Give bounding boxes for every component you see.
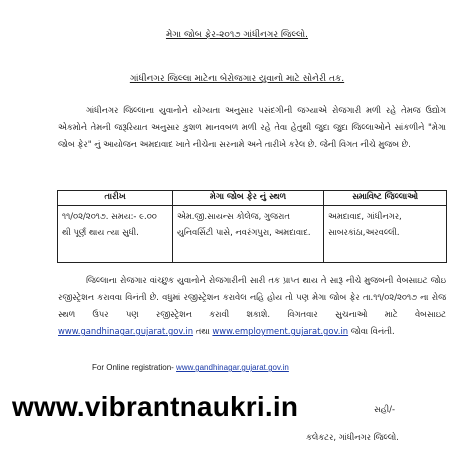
- registration-text-after: જોવા વિનંતી.: [350, 326, 395, 336]
- gandhinagar-website-link[interactable]: www.gandhinagar.gujarat.gov.in: [58, 326, 194, 336]
- table-header-venue: મેગા જોબ ફેર નું સ્થળ: [173, 191, 324, 206]
- table-row: [58, 206, 447, 263]
- registration-text-before: જિલ્લાના રોજગાર વાંચ્છુક યુવાનોને રોજગારીની સારી તક પ્રાપ્ત થાય તે સારૂ નીચે મુજબની વેબસાઇટ જોઇ રજીસ્ટ્રેશન કરાવવા વિનંતી છે. વધુમાં રજીસ્ટ્રેશન કરાવેલ નહિ હોય તો પણ મેગા જોબ ફેર તા.૧૧/૦૨/૨૦૧૭ ના રોજ સ્થળ ઉપર પણ રજીસ્ટ્રેશન કરાવી શકાશે. વિગતવાર સુચનાઓ માટે વેબસાઇટ: [58, 275, 446, 319]
- document-title: મેગા જોબ ફેર-૨૦૧૭ ગાંધીનગર જિલ્લો.: [165, 30, 309, 40]
- signature: સહી/-: [374, 404, 395, 414]
- table-cell-districts: અમદાવાદ, ગાંધીનગર, સાબરકાંઠા,અરવલ્લી.: [324, 206, 447, 263]
- intro-paragraph: [58, 102, 446, 153]
- registration-paragraph: [58, 272, 446, 340]
- job-fair-table: [57, 190, 447, 263]
- table-header-row: [58, 191, 447, 206]
- watermark-text: www.vibrantnaukri.in: [12, 391, 299, 422]
- signatory: કલેકટર, ગાંધીનગર જિલ્લો.: [306, 432, 399, 442]
- table-cell-venue: એમ.જી.સાયન્સ કોલેજ, ગુજરાત યુનિવર્સિટી પાસે, નવરંગપુરા, અમદાવાદ.: [173, 206, 324, 263]
- registration-text-middle: તથા: [195, 326, 210, 336]
- online-registration-label: For Online registration-: [92, 363, 174, 372]
- online-registration-link[interactable]: www.gandhinagar.gujarat.gov.in: [176, 363, 289, 372]
- table-header-districts: સમાવિષ્ટ જિલ્લાઓ: [324, 191, 447, 206]
- intro-paragraph-text: ગાંધીનગર જિલ્લાના યુવાનોને યોગ્યતા અનુસાર પસંદગીની જગ્યાએ રોજગારી મળી રહે તેમજ ઉદ્યોગ એકમોને તેમની જરૂરિયાત અનુસાર કુશળ માનવબળ મળી રહે તેવા હેતુથી જુદા જુદા જિલ્લાઓને સાંકળીને "મેગા જોબ ફેર" નું આયોજન અમદાવાદ ખાતે નીચેના સરનામે અને તારીખે કરેલ છે. જેની વિગત નીચે મુજબ છે.: [58, 105, 446, 149]
- online-registration-line: [92, 363, 289, 372]
- table-cell-date: ૧૧/૦૨/૨૦૧૭. સમય:- ૯.૦૦ થી પૂર્ણ થાય ત્યા સુધી.: [58, 206, 173, 263]
- document-subtitle: ગાંધીનગર જિલ્લા માટેના બેરોજગાર યુવાનો માટે સોનેરી તક.: [129, 74, 345, 84]
- employment-website-link[interactable]: www.employment.gujarat.gov.in: [212, 326, 349, 336]
- table-header-date: તારીખ: [58, 191, 173, 206]
